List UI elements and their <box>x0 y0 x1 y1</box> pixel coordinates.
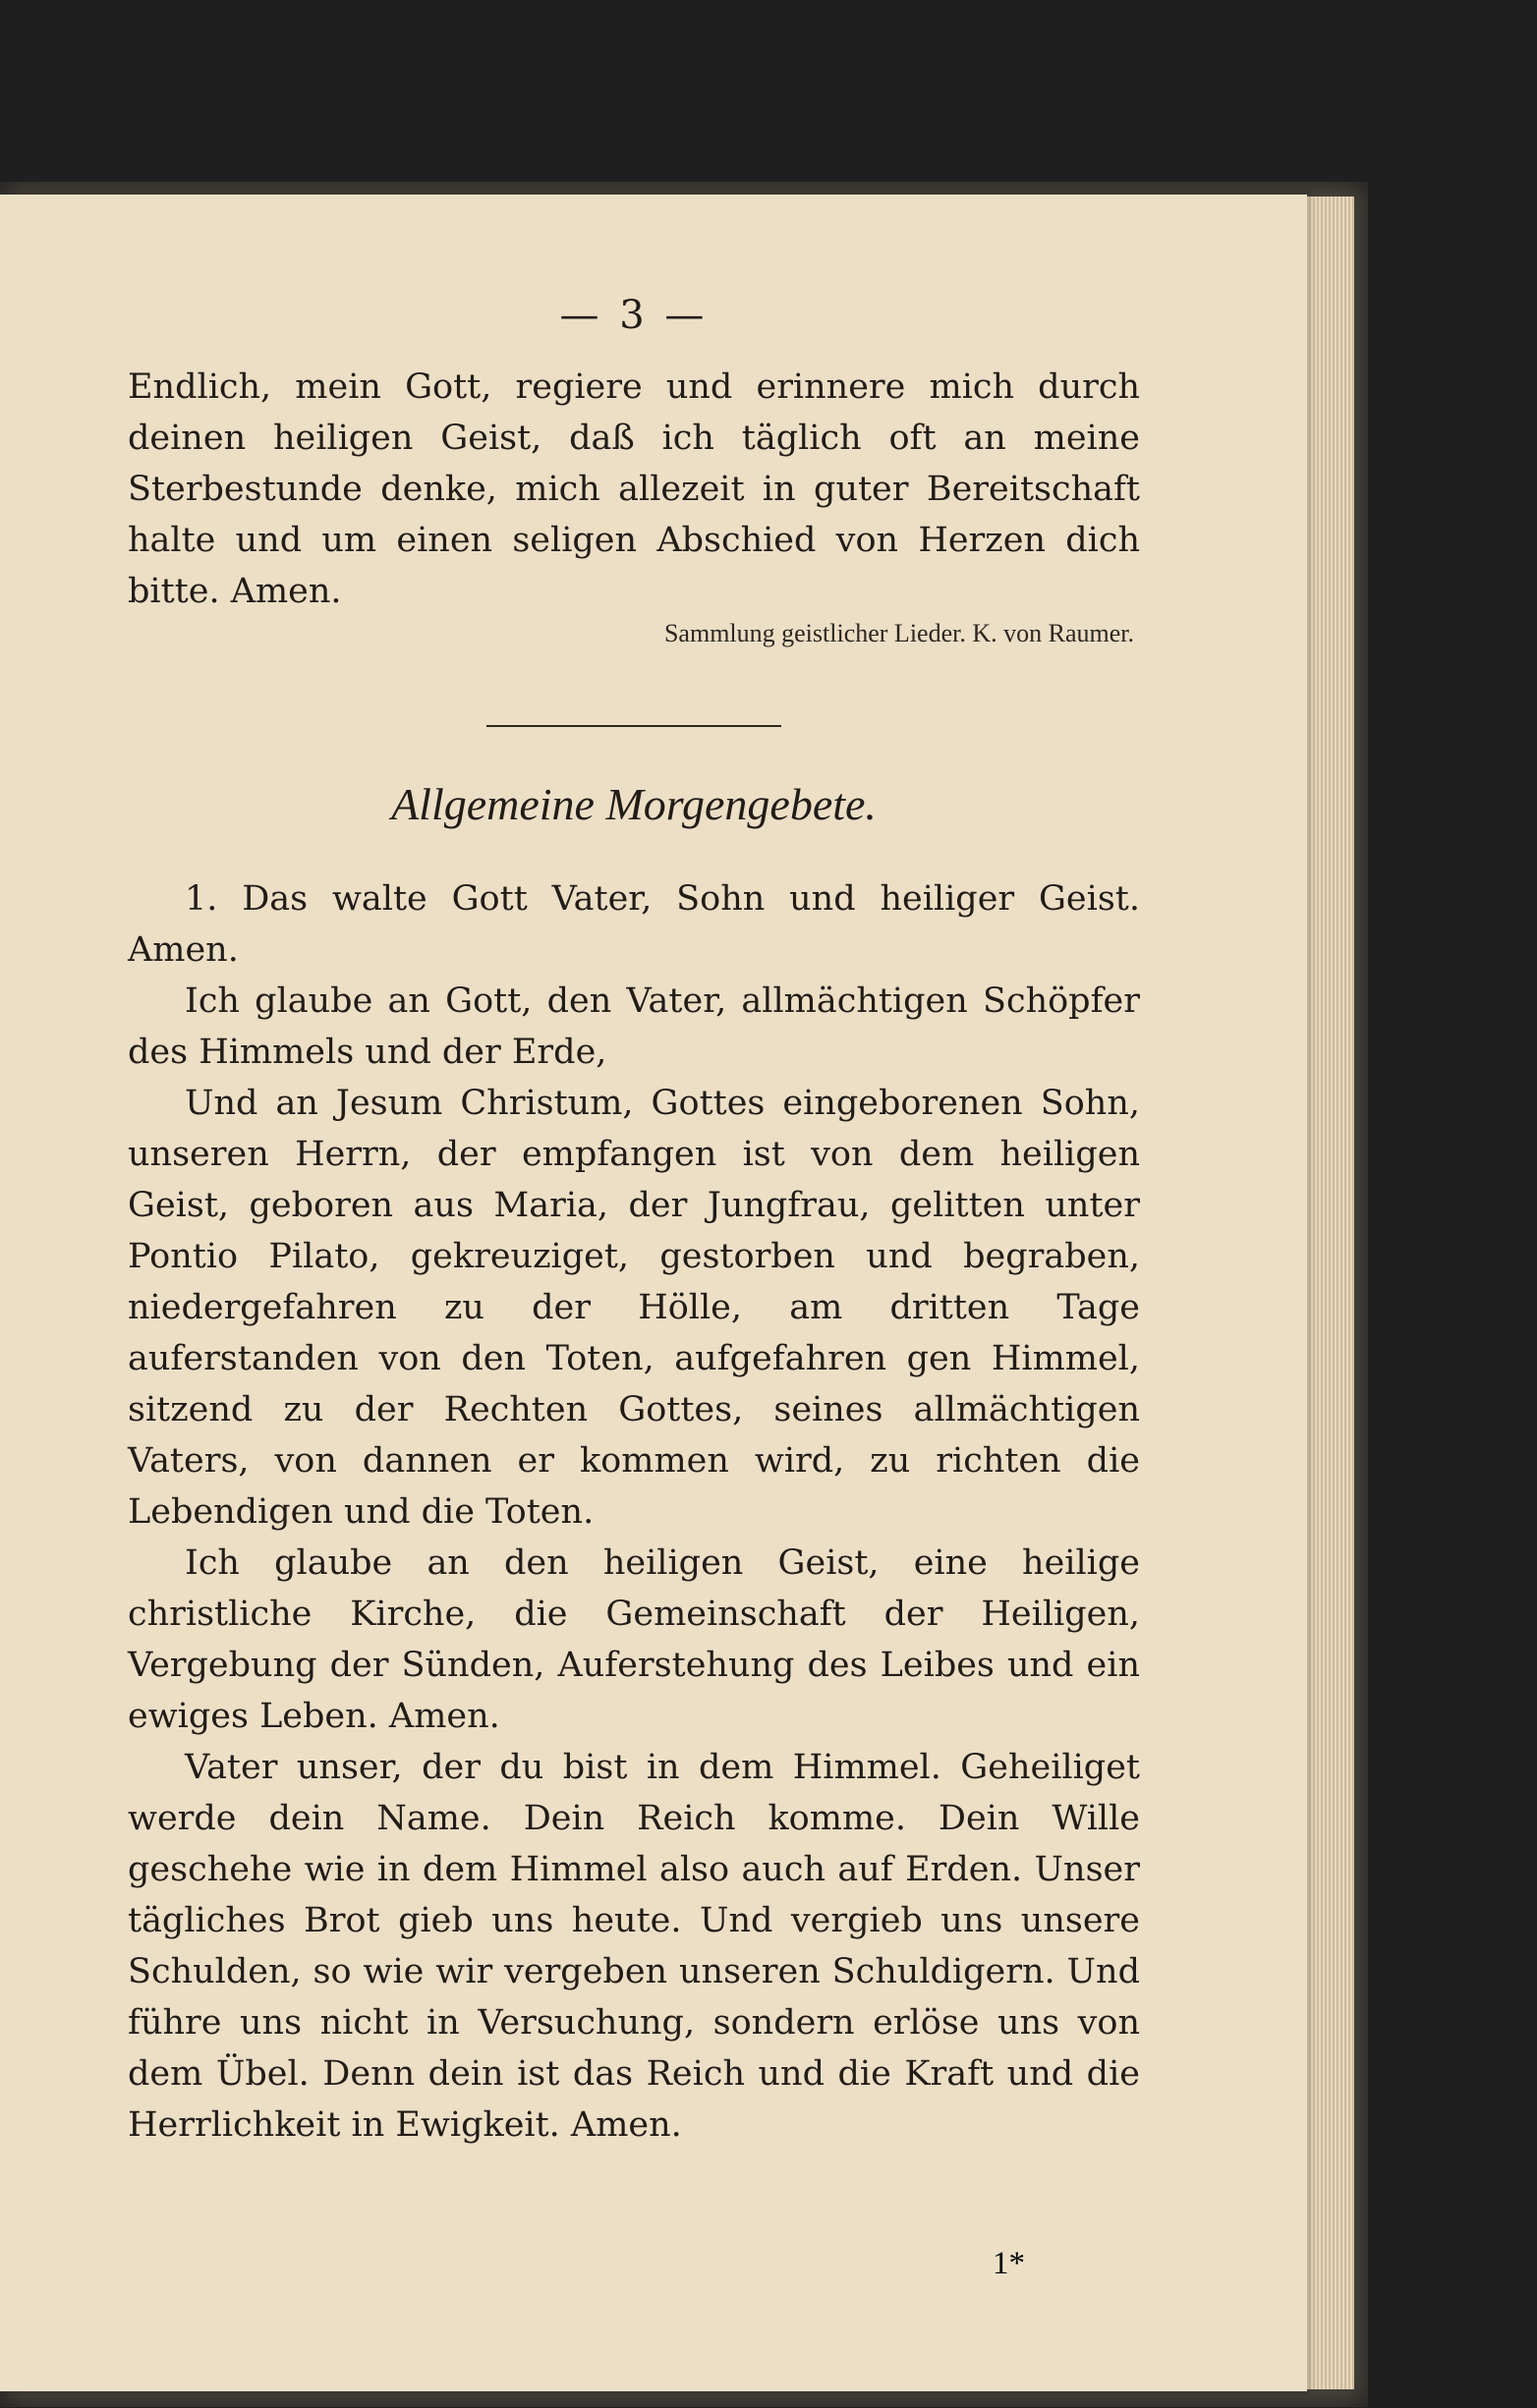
page-content <box>128 293 1140 2151</box>
paragraph-1: 1. Das walte Gott Vater, Sohn und heiliger Geist. Amen. <box>128 879 1140 970</box>
section-divider <box>486 725 781 727</box>
paragraph-5: Vater unser, der du bist in dem Himmel. Geheiliget werde dein Name. Dein Reich komme. Dein Wille geschehe wie in dem Himmel also auch auf Erden. Unser tägliches Brot gieb uns heute. Und vergieb uns unsere Schulden, so wie wir vergeben unseren Schuldigern. Und führe uns nicht in Versuchung, sondern erlöse uns von dem Übel. Denn dein ist das Reich und die Kraft und die Herrlichkeit in Ewigkeit. Amen. <box>128 1748 1140 2145</box>
paragraph-2: Ich glaube an Gott, den Vater, allmächtigen Schöpfer des Himmels und der Erde, <box>128 981 1140 1072</box>
signature-mark: 1* <box>993 2246 1025 2281</box>
paragraph-3: Und an Jesum Christum, Gottes eingeborenen Sohn, unseren Herrn, der empfangen ist von dem heiligen Geist, geboren aus Maria, der Jungfrau, gelitten unter Pontio Pilato, gekreuziget, gestorben und begraben, niedergefahren zu der Hölle, am dritten Tage auferstanden von den Toten, aufgefahren gen Himmel, sitzend zu der Rechten Gottes, seines allmächtigen Vaters, von dannen er kommen wird, zu richten die Lebendigen und die Toten. <box>128 1084 1140 1532</box>
source-citation: Sammlung geistlicher Lieder. K. von Raumer. <box>663 619 1134 647</box>
section-title: Allgemeine Morgengebete. <box>391 779 877 829</box>
prayer-ending: Endlich, mein Gott, regiere und erinnere mich durch deinen heiligen Geist, daß ich täglich oft an meine Sterbestunde denke, mich allezeit in guter Bereitschaft halte und um einen seligen Abschied von Herzen dich bitte. Amen. <box>128 367 1140 611</box>
paragraph-4: Ich glaube an den heiligen Geist, eine heilige christliche Kirche, die Gemeinschaft der Heiligen, Vergebung der Sünden, Auferstehung des Leibes und ein ewiges Leben. Amen. <box>128 1543 1140 1736</box>
book-page <box>0 195 1307 2391</box>
page-number: — 3 — <box>559 293 709 338</box>
